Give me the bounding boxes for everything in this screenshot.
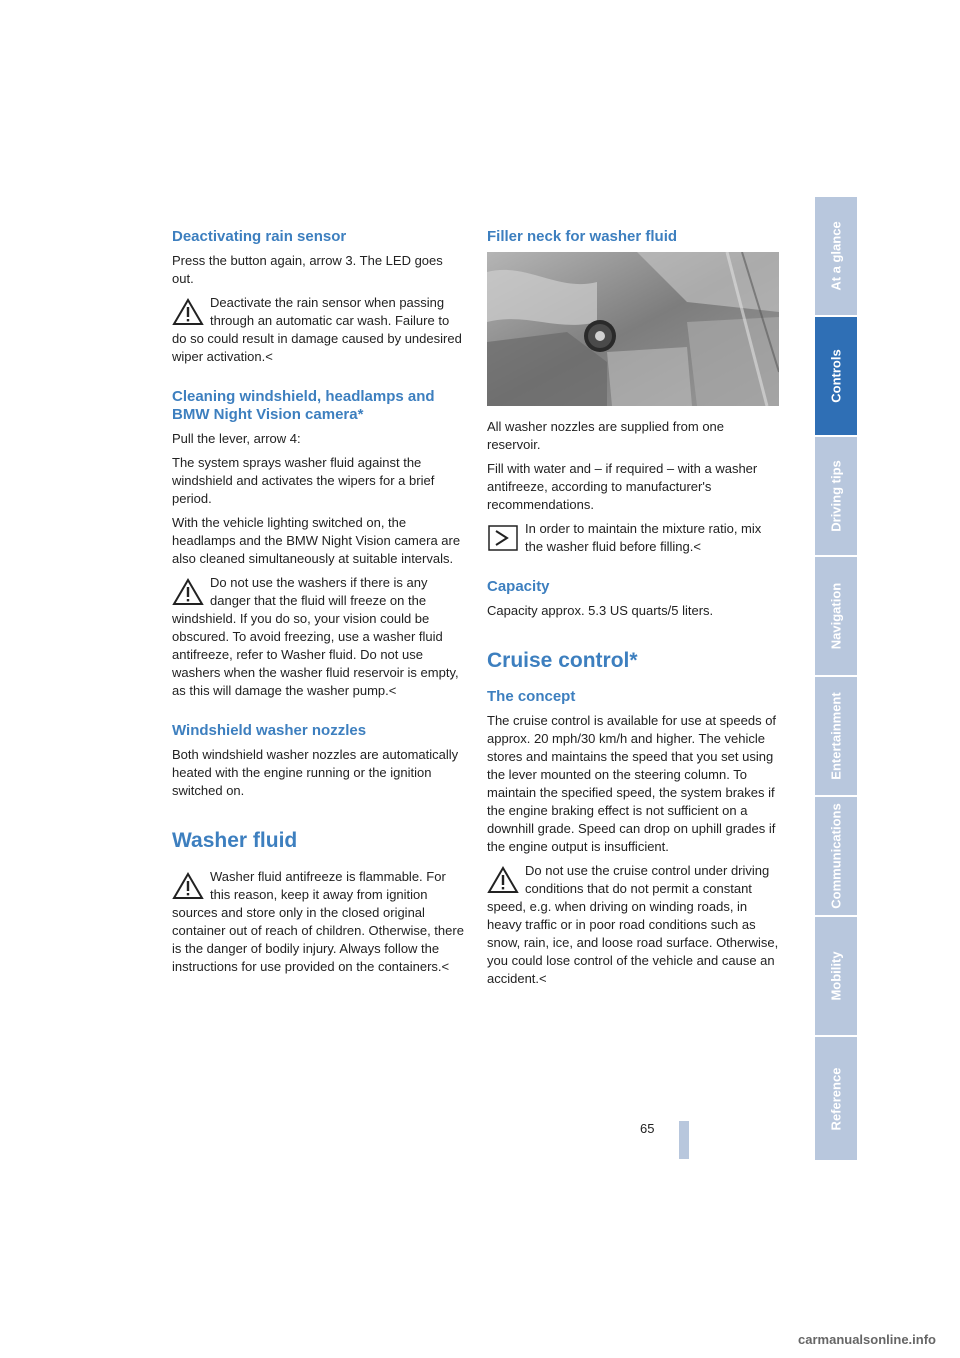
heading-cleaning-windshield: Cleaning windshield, headlamps and BMW Night Vision camera* (172, 388, 435, 423)
paragraph-rain: Press the button again, arrow 3. The LED goes out. (172, 253, 443, 286)
heading-washer-nozzles: Windshield washer nozzles (172, 722, 367, 739)
warning-fluid-text: Washer fluid antifreeze is flammable. For this reason, keep it away from ignition sources and store only in the closed original container out of reach of children. Otherwise, there is the danger of bodily injury. Always follow the instructions for use provided on the containers.< (172, 869, 464, 974)
chapter-tabs (815, 197, 857, 1160)
tab-navigation[interactable]: Navigation (815, 557, 857, 677)
paragraph-clean-1: Pull the lever, arrow 4: (172, 431, 301, 446)
paragraph-filler-1: All washer nozzles are supplied from one reservoir. (487, 419, 725, 452)
tab-entertainment[interactable]: Entertainment (815, 677, 857, 797)
engine-bay-image (487, 252, 779, 406)
paragraph-capacity: Capacity approx. 5.3 US quarts/5 liters. (487, 603, 714, 618)
tab-at-a-glance[interactable]: At a glance (815, 197, 857, 317)
note-mixture-text: In order to maintain the mixture ratio, mix the washer fluid before filling.< (525, 521, 762, 554)
engine-bay-photo (487, 252, 779, 406)
heading-deactivating-rain-sensor: Deactivating rain sensor (172, 228, 347, 245)
tab-communications[interactable]: Communications (815, 797, 857, 917)
paragraph-clean-2: The system sprays washer fluid against the windshield and activates the wipers for a brief period. (172, 455, 435, 506)
paragraph-concept: The cruise control is available for use at speeds of approx. 20 mph/30 km/h and higher. The vehicle stores and maintains the speed that you set using the lever mounted on the steering column. To maintain the specified speed, the system brakes if the engine braking effect is not sufficient on a downhill grade. Speed can drop on uphill grades if the engine output is insufficient. (487, 713, 777, 854)
warning-triangle-icon (487, 865, 519, 895)
heading-cruise-control: Cruise control* (487, 649, 638, 672)
footer-watermark: carmanualsonline.info (798, 1332, 936, 1347)
tab-reference[interactable]: Reference (815, 1037, 857, 1162)
warning-cruise-text: Do not use the cruise control under driving conditions that do not permit a constant speed, e.g. when driving on winding roads, in heavy traffic or in poor road conditions such as snow, rain, ice, and loose road surface. Otherwise, you could lose control of the vehicle and cause an accident.< (487, 863, 779, 986)
tab-controls[interactable]: Controls (815, 317, 857, 437)
footer (0, 1320, 960, 1358)
paragraph-filler-2: Fill with water and – if required – with a washer antifreeze, according to manufacturer's recommendations. (487, 461, 758, 512)
page-number: 65 (640, 1121, 655, 1136)
heading-filler-neck: Filler neck for washer fluid (487, 228, 678, 245)
left-column (172, 228, 464, 984)
paragraph-clean-3: With the vehicle lighting switched on, the headlamps and the BMW Night Vision camera are also cleaned simultaneously at suitable intervals. (172, 515, 461, 566)
heading-capacity: Capacity (487, 578, 550, 595)
heading-concept: The concept (487, 688, 576, 705)
right-column (487, 228, 779, 996)
tab-driving-tips[interactable]: Driving tips (815, 437, 857, 557)
note-mixture (487, 520, 779, 556)
warning-rain-sensor-text: Deactivate the rain sensor when passing through an automatic car wash. Failure to do so could result in damage caused by undesired wiper activation.< (172, 295, 462, 364)
arrow-note-icon (487, 523, 519, 553)
tab-mobility[interactable]: Mobility (815, 917, 857, 1037)
heading-washer-fluid: Washer fluid (172, 829, 298, 852)
warning-fluid (172, 868, 464, 976)
paragraph-nozzles: Both windshield washer nozzles are automatically heated with the engine running or the ignition switched on. (172, 747, 459, 798)
warning-cruise (487, 862, 779, 988)
warning-triangle-icon (172, 297, 204, 327)
warning-triangle-icon (172, 871, 204, 901)
warning-rain-sensor (172, 294, 464, 366)
warning-triangle-icon (172, 577, 204, 607)
warning-freeze (172, 574, 464, 700)
warning-freeze-text: Do not use the washers if there is any danger that the fluid will freeze on the windshield. If you do so, your vision could be obscured. To avoid freezing, use a washer fluid antifreeze, refer to Washer fluid. Do not use washers when the washer fluid reservoir is empty, as this will damage the washer pump.< (172, 575, 459, 698)
page-number-bar (679, 1121, 689, 1159)
